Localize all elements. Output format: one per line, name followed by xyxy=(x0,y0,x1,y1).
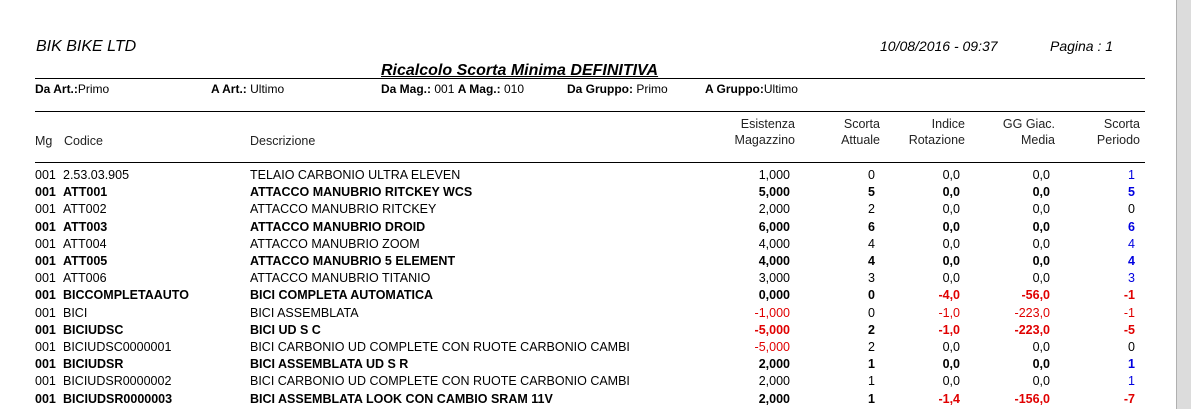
cell-mg: 001 xyxy=(35,339,56,354)
cell-descrizione: BICI ASSEMBLATA UD S R xyxy=(250,357,409,372)
cell-codice: ATT006 xyxy=(63,271,107,286)
cell-descrizione: BICI CARBONIO UD COMPLETE CON RUOTE CARBONIO CAMBI xyxy=(250,374,630,389)
cell-mg: 001 xyxy=(35,271,56,286)
filter-a-mag-label: A Mag.: xyxy=(457,82,501,96)
header-bottom-divider xyxy=(35,162,1145,163)
cell-scorta-attuale: 0 xyxy=(868,305,875,320)
cell-gg-giac: 0,0 xyxy=(1032,374,1050,389)
report-title: Ricalcolo Scorta Minima DEFINITIVA xyxy=(381,62,659,79)
cell-scorta-attuale: 2 xyxy=(868,339,875,354)
viewer-margin xyxy=(1177,0,1191,409)
cell-gg-giac: -223,0 xyxy=(1014,305,1050,320)
cell-mg: 001 xyxy=(35,374,56,389)
cell-mg: 001 xyxy=(35,236,56,251)
table-row xyxy=(35,373,1135,390)
cell-descrizione: ATTACCO MANUBRIO 5 ELEMENT xyxy=(250,254,456,269)
col-header-indice-rotazione xyxy=(865,116,965,148)
cell-indice-rotazione: -1,0 xyxy=(938,322,960,337)
cell-mg: 001 xyxy=(35,391,56,406)
cell-descrizione: ATTACCO MANUBRIO RITCKEY xyxy=(250,202,437,217)
cell-scorta-periodo: 4 xyxy=(1128,236,1135,251)
cell-scorta-attuale: 2 xyxy=(868,322,875,337)
cell-scorta-periodo: 0 xyxy=(1128,339,1135,354)
cell-indice-rotazione: 0,0 xyxy=(942,357,960,372)
header-top-divider xyxy=(35,111,1145,112)
cell-codice: 2.53.03.905 xyxy=(63,168,130,183)
col-header-esistenza-l1: Esistenza xyxy=(740,117,795,131)
table-row xyxy=(35,287,1135,304)
cell-mg: 001 xyxy=(35,254,56,269)
cell-indice-rotazione: 0,0 xyxy=(942,168,960,183)
filter-a-art-value: Ultimo xyxy=(250,82,285,96)
col-header-indice-l2: Rotazione xyxy=(908,133,965,147)
cell-gg-giac: 0,0 xyxy=(1032,219,1050,234)
cell-gg-giac: -156,0 xyxy=(1014,391,1050,406)
col-header-esistenza-l2: Magazzino xyxy=(734,133,795,147)
page-number: Pagina : 1 xyxy=(1050,38,1114,54)
cell-scorta-periodo: 1 xyxy=(1128,374,1135,389)
col-header-codice: Codice xyxy=(64,134,103,148)
col-header-descrizione: Descrizione xyxy=(250,134,316,148)
cell-descrizione: BICI CARBONIO UD COMPLETE CON RUOTE CARBONIO CAMBI xyxy=(250,339,630,354)
cell-indice-rotazione: 0,0 xyxy=(942,271,960,286)
cell-codice: ATT001 xyxy=(63,185,108,200)
cell-descrizione: ATTACCO MANUBRIO RITCKEY WCS xyxy=(250,185,473,200)
cell-mg: 001 xyxy=(35,202,56,217)
cell-descrizione: BICI UD S C xyxy=(250,322,321,337)
cell-esistenza: -1,000 xyxy=(754,305,790,320)
cell-descrizione: ATTACCO MANUBRIO ZOOM xyxy=(250,236,420,251)
cell-gg-giac: 0,0 xyxy=(1032,357,1050,372)
cell-codice: ATT002 xyxy=(63,202,107,217)
cell-esistenza: 4,000 xyxy=(758,254,790,269)
cell-gg-giac: 0,0 xyxy=(1032,185,1050,200)
cell-gg-giac: 0,0 xyxy=(1032,202,1050,217)
report-datetime: 10/08/2016 - 09:37 xyxy=(880,38,998,54)
cell-scorta-periodo: -7 xyxy=(1123,391,1135,406)
cell-esistenza: 1,000 xyxy=(758,168,790,183)
col-header-scorta-periodo xyxy=(1040,116,1140,148)
cell-descrizione: BICI ASSEMBLATA LOOK CON CAMBIO SRAM 11V xyxy=(250,391,553,406)
cell-scorta-attuale: 0 xyxy=(868,168,875,183)
cell-scorta-periodo: 3 xyxy=(1128,271,1135,286)
filter-da-mag-value: 001 xyxy=(434,82,455,96)
cell-indice-rotazione: 0,0 xyxy=(942,254,960,269)
cell-codice: ATT005 xyxy=(63,254,108,269)
cell-gg-giac: 0,0 xyxy=(1032,339,1050,354)
cell-scorta-periodo: -1 xyxy=(1123,288,1135,303)
cell-descrizione: BICI COMPLETA AUTOMATICA xyxy=(250,288,434,303)
cell-scorta-attuale: 0 xyxy=(868,288,875,303)
col-header-gg-l1: GG Giac. xyxy=(1002,117,1055,131)
cell-indice-rotazione: -4,0 xyxy=(938,288,960,303)
filter-da-art-label: Da Art.: xyxy=(35,82,78,96)
cell-mg: 001 xyxy=(35,322,56,337)
cell-codice: BICIUDSC0000001 xyxy=(63,339,172,354)
cell-gg-giac: 0,0 xyxy=(1032,236,1050,251)
col-header-gg-l2: Media xyxy=(1020,133,1055,147)
cell-codice: ATT004 xyxy=(63,236,107,251)
cell-esistenza: 2,000 xyxy=(758,391,790,406)
cell-mg: 001 xyxy=(35,185,56,200)
cell-scorta-attuale: 1 xyxy=(868,357,875,372)
col-header-mg: Mg xyxy=(35,134,53,148)
cell-descrizione: TELAIO CARBONIO ULTRA ELEVEN xyxy=(250,168,461,183)
cell-codice: BICIUDSC xyxy=(63,322,124,337)
cell-scorta-periodo: 5 xyxy=(1128,185,1135,200)
cell-esistenza: 5,000 xyxy=(758,185,790,200)
cell-indice-rotazione: 0,0 xyxy=(942,202,960,217)
cell-scorta-attuale: 1 xyxy=(868,374,875,389)
cell-indice-rotazione: 0,0 xyxy=(942,219,960,234)
cell-indice-rotazione: 0,0 xyxy=(942,339,960,354)
cell-gg-giac: 0,0 xyxy=(1032,271,1050,286)
cell-esistenza: 2,000 xyxy=(758,357,790,372)
filter-da-gruppo-value: Primo xyxy=(636,82,668,96)
cell-codice: BICIUDSR xyxy=(63,357,124,372)
cell-indice-rotazione: -1,4 xyxy=(938,391,960,406)
cell-mg: 001 xyxy=(35,305,56,320)
filter-da-mag-label: Da Mag.: xyxy=(381,82,432,96)
table-row xyxy=(35,322,1135,339)
cell-indice-rotazione: 0,0 xyxy=(942,185,960,200)
filter-a-gruppo-label: A Gruppo: xyxy=(705,82,764,96)
cell-scorta-attuale: 2 xyxy=(868,202,875,217)
cell-scorta-periodo: -5 xyxy=(1123,322,1135,337)
cell-codice: BICIUDSR0000003 xyxy=(63,391,173,406)
table-row xyxy=(35,390,1135,407)
cell-descrizione: ATTACCO MANUBRIO TITANIO xyxy=(250,271,431,286)
filter-da-art-value: Primo xyxy=(77,82,110,96)
cell-scorta-attuale: 6 xyxy=(868,219,875,234)
filter-a-art-label: A Art.: xyxy=(211,82,247,96)
filter-a-gruppo-value: Ultimo xyxy=(763,82,798,96)
cell-scorta-periodo: 1 xyxy=(1128,357,1135,372)
cell-mg: 001 xyxy=(35,168,56,183)
cell-esistenza: 3,000 xyxy=(758,271,790,286)
company-name: BIK BIKE LTD xyxy=(36,38,137,55)
table-row xyxy=(35,305,1135,322)
cell-indice-rotazione: -1,0 xyxy=(938,305,960,320)
cell-gg-giac: -223,0 xyxy=(1014,322,1050,337)
col-header-scorta-l2: Attuale xyxy=(841,133,880,147)
cell-mg: 001 xyxy=(35,357,56,372)
table-row xyxy=(35,356,1135,373)
cell-scorta-periodo: 4 xyxy=(1128,254,1135,269)
cell-mg: 001 xyxy=(35,219,56,234)
cell-mg: 001 xyxy=(35,288,56,303)
cell-esistenza: 2,000 xyxy=(758,374,790,389)
table-row xyxy=(35,219,1135,236)
table-row xyxy=(35,184,1135,201)
col-header-periodo-l2: Periodo xyxy=(1096,133,1140,147)
cell-scorta-attuale: 1 xyxy=(868,391,875,406)
cell-gg-giac: 0,0 xyxy=(1032,168,1050,183)
cell-esistenza: -5,000 xyxy=(754,339,790,354)
cell-esistenza: 2,000 xyxy=(758,202,790,217)
cell-gg-giac: -56,0 xyxy=(1021,288,1050,303)
cell-codice: BICI xyxy=(63,305,88,320)
col-header-periodo-l1: Scorta xyxy=(1103,117,1140,131)
cell-scorta-periodo: 1 xyxy=(1128,168,1135,183)
table-row xyxy=(35,270,1135,287)
cell-scorta-attuale: 5 xyxy=(868,185,875,200)
filter-a-mag-value: 010 xyxy=(503,82,524,96)
cell-descrizione: BICI ASSEMBLATA xyxy=(250,305,359,320)
cell-esistenza: 4,000 xyxy=(758,236,790,251)
cell-scorta-attuale: 4 xyxy=(868,254,875,269)
table-row xyxy=(35,167,1135,184)
cell-indice-rotazione: 0,0 xyxy=(942,236,960,251)
col-header-indice-l1: Indice xyxy=(931,117,965,131)
cell-scorta-periodo: -1 xyxy=(1123,305,1135,320)
table-row xyxy=(35,201,1135,218)
table-row xyxy=(35,253,1135,270)
cell-scorta-attuale: 3 xyxy=(868,271,875,286)
cell-scorta-periodo: 0 xyxy=(1128,202,1135,217)
col-header-scorta-l1: Scorta xyxy=(843,117,880,131)
table-row xyxy=(35,236,1135,253)
cell-scorta-attuale: 4 xyxy=(868,236,875,251)
cell-codice: BICCOMPLETAAUTO xyxy=(63,288,189,303)
cell-codice: ATT003 xyxy=(63,219,108,234)
cell-codice: BICIUDSR0000002 xyxy=(63,374,172,389)
stock-table xyxy=(35,167,1135,408)
table-row xyxy=(35,339,1135,356)
title-divider xyxy=(35,78,1145,79)
cell-scorta-periodo: 6 xyxy=(1128,219,1135,234)
cell-descrizione: ATTACCO MANUBRIO DROID xyxy=(250,219,426,234)
filter-da-gruppo-label: Da Gruppo: xyxy=(567,82,633,96)
cell-gg-giac: 0,0 xyxy=(1032,254,1050,269)
cell-indice-rotazione: 0,0 xyxy=(942,374,960,389)
cell-esistenza: 6,000 xyxy=(758,219,790,234)
cell-esistenza: -5,000 xyxy=(754,322,790,337)
cell-esistenza: 0,000 xyxy=(758,288,790,303)
